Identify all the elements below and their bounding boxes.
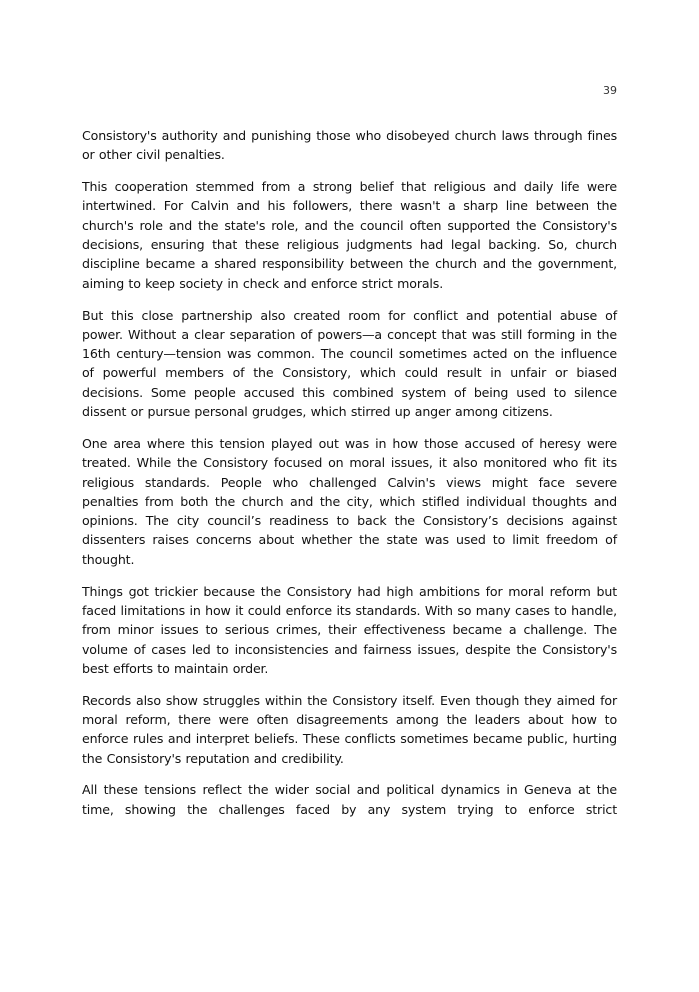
page-number: 39 <box>603 84 617 97</box>
paragraph: This cooperation stemmed from a strong belief that religious and daily life were intertwined. For Calvin and his followers, there wasn't a sharp line between the church's role and the state's role, and the council often supported the Consistory's decisions, ensuring that these religious judgments had legal backing. So, church discipline became a shared responsibility between the church and the government, aiming to keep society in check and enforce strict morals. <box>82 179 617 291</box>
paragraph: Records also show struggles within the Consistory itself. Even though they aimed for moral reform, there were often disagreements among the leaders about how to enforce rules and interpret beliefs. These conflicts sometimes became public, hurting the Consistory's reputation and credibility. <box>82 692 617 766</box>
paragraph: Things got trickier because the Consistory had high ambitions for moral reform but faced limitations in how it could enforce its standards. With so many cases to handle, from minor issues to serious crimes, their effectiveness became a challenge. The volume of cases led to inconsistencies and fairness issues, despite the Consistory's best efforts to maintain order. <box>82 583 617 676</box>
paragraph: One area where this tension played out was in how those accused of heresy were treated. While the Consistory focused on moral issues, it also monitored who fit its religious standards. People who challenged Calvin's views might face severe penalties from both the church and the city, which stifled individual thoughts and opinions. The city council’s readiness to back the Consistory’s decisions against dissenters raises concerns about whether the state was used to limit freedom of thought. <box>82 435 617 567</box>
paragraph: But this close partnership also created room for conflict and potential abuse of power. Without a clear separation of powers—a concept that was still forming in the 16th century—tension was common. The council sometimes acted on the influence of powerful members of the Consistory, which could result in unfair or biased decisions. Some people accused this combined system of being used to silence dissent or pursue personal grudges, which stirred up anger among citizens. <box>82 307 617 420</box>
paragraph: All these tensions reflect the wider social and political dynamics in Geneva at the time, showing the challenges faced by any system trying to enforce strict <box>82 782 617 817</box>
document-body <box>82 126 617 832</box>
paragraph: Consistory's authority and punishing those who disobeyed church laws through fines or other civil penalties. <box>82 128 617 163</box>
